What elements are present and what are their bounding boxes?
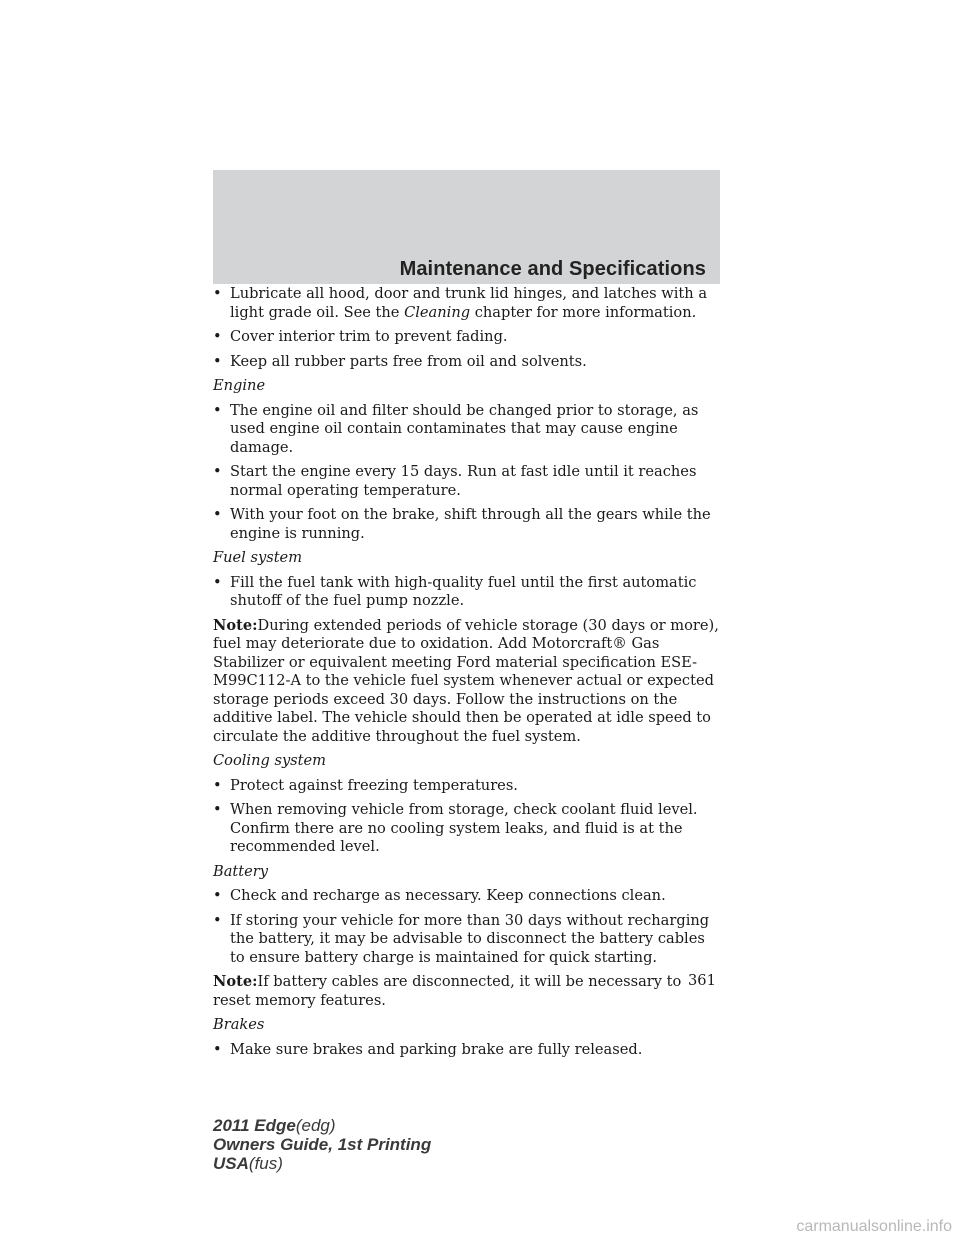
footer-model-code: (edg)	[295, 1116, 336, 1135]
note-text: If battery cables are disconnected, it will be necessary to reset memory features.	[213, 973, 682, 1009]
section-heading-fuel: Fuel system	[213, 549, 303, 566]
list-item-text: Cover interior trim to prevent fading.	[230, 328, 508, 345]
page-content	[213, 285, 723, 1065]
watermark: carmanualsonline.info	[796, 1218, 952, 1235]
list-item-text: Fill the fuel tank with high-quality fuel until the first automatic shutoff of the fuel pump nozzle.	[230, 573, 697, 609]
list-item	[213, 777, 723, 796]
bullet-icon: •	[213, 776, 222, 794]
fuel-note	[213, 617, 723, 747]
footer-model: 2011 Edge	[213, 1116, 296, 1135]
section-heading-engine: Engine	[213, 377, 266, 394]
list-item	[213, 912, 723, 968]
list-item-text: When removing vehicle from storage, check coolant fluid level. Confirm there are no cooling system leaks, and fluid is at the recommended level.	[230, 801, 698, 855]
list-item	[213, 574, 723, 611]
bullet-icon: •	[213, 506, 222, 523]
bullet-icon: •	[213, 911, 222, 929]
list-item	[213, 506, 723, 543]
bullet-icon: •	[213, 573, 222, 591]
list-item-text: chapter for more information.	[470, 303, 697, 321]
note-label: Note:	[213, 616, 258, 634]
bullet-icon: •	[213, 352, 222, 370]
note-text: During extended periods of vehicle storage (30 days or more), fuel may deteriorate due to oxidation. Add Motorcraft® Gas Stabilizer or equivalent meeting Ford material specification ESE-M99C112-A to the vehicle fuel system whenever actual or expected storage periods exceed 30 days. Follow the instructions on the additive label. The vehicle should then be operated at idle speed to circulate the additive throughout the fuel system.	[213, 616, 719, 745]
note-label: Note:	[213, 973, 258, 990]
footer	[213, 1116, 431, 1173]
bullet-icon: •	[213, 328, 222, 345]
footer-market-code: (fus)	[248, 1154, 283, 1173]
list-item-text: Keep all rubber parts free from oil and solvents.	[230, 352, 587, 370]
list-item-text: The engine oil and filter should be changed prior to storage, as used engine oil contain contaminates that may cause engine damage.	[230, 401, 699, 456]
bullet-icon: •	[213, 463, 222, 480]
battery-note	[213, 973, 723, 1010]
list-item-text: Check and recharge as necessary. Keep connections clean.	[230, 887, 666, 904]
list-item	[213, 402, 723, 458]
bullet-icon: •	[213, 401, 222, 419]
list-item-text: Protect against freezing temperatures.	[230, 776, 518, 794]
footer-market: USA	[213, 1154, 249, 1173]
list-item-text: Lubricate all hood, door and trunk lid hinges, and latches with a light grade oil. See the	[230, 285, 708, 321]
list-item-text: Make sure brakes and parking brake are fully released.	[230, 1040, 643, 1058]
list-item	[213, 353, 723, 372]
cleaning-reference: Cleaning	[404, 303, 471, 321]
bullet-icon: •	[213, 1040, 222, 1058]
section-heading-cooling: Cooling system	[213, 752, 327, 769]
list-item	[213, 463, 723, 500]
page-title: Maintenance and Specifications	[399, 258, 706, 280]
list-item-text: If storing your vehicle for more than 30 days without recharging the battery, it may be advisable to disconnect the battery cables to ensure battery charge is maintained for quick starting.	[230, 911, 710, 966]
bullet-icon: •	[213, 887, 222, 904]
footer-line-2	[213, 1135, 431, 1154]
header-band	[213, 170, 720, 284]
bullet-icon: •	[213, 801, 222, 818]
footer-line-3	[213, 1154, 431, 1173]
list-item-text: With your foot on the brake, shift through all the gears while the engine is running.	[230, 506, 711, 542]
footer-line-1	[213, 1116, 431, 1135]
footer-guide: Owners Guide, 1st Printing	[213, 1135, 432, 1154]
list-item	[213, 801, 723, 857]
list-item	[213, 285, 723, 322]
bullet-icon: •	[213, 285, 222, 302]
list-item	[213, 328, 723, 347]
page-number: 361	[688, 972, 716, 989]
list-item-text: Start the engine every 15 days. Run at fast idle until it reaches normal operating temperature.	[230, 463, 697, 499]
list-item	[213, 887, 723, 906]
section-heading-brakes: Brakes	[213, 1016, 265, 1033]
section-heading-battery: Battery	[213, 862, 269, 880]
list-item	[213, 1041, 723, 1060]
